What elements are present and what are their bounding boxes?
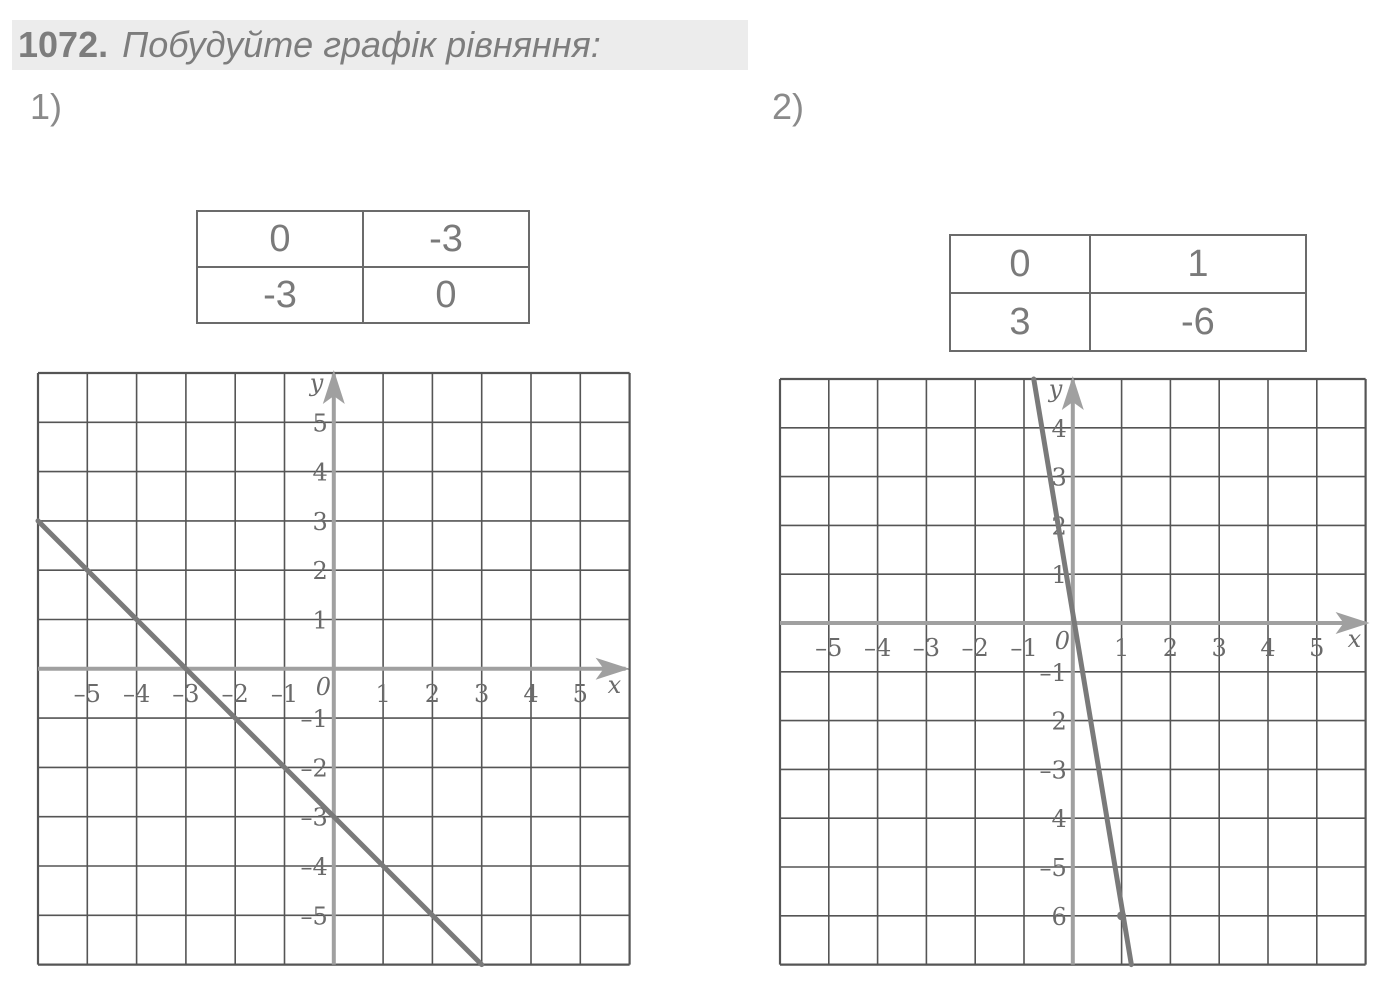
- x-tick-label: 2: [1162, 634, 1179, 662]
- graph-2: [778, 376, 1370, 966]
- x-axis-label: x: [1347, 625, 1362, 653]
- x-tick-label: –4: [863, 634, 892, 662]
- table-1-cell: 0: [363, 267, 529, 323]
- y-tick-label: –5: [1039, 854, 1067, 882]
- y-tick-label: 4: [1051, 805, 1067, 834]
- table-2-cell: 3: [950, 293, 1090, 351]
- table-2-cell: 1: [1090, 235, 1306, 293]
- x-tick-label: 1: [375, 679, 391, 708]
- x-tick-label: 3: [1211, 634, 1227, 662]
- origin-label: 0: [1054, 627, 1071, 655]
- x-tick-label: 4: [523, 679, 539, 708]
- y-tick-label: –3: [300, 803, 328, 832]
- y-tick-label: 2: [1051, 707, 1067, 736]
- x-tick-label: 5: [572, 679, 588, 708]
- x-tick-label: –5: [815, 634, 843, 662]
- y-tick-label: –1: [300, 705, 328, 734]
- x-tick-label: –5: [73, 679, 101, 708]
- values-table-1: [196, 210, 530, 324]
- x-tick-label: –3: [172, 679, 200, 708]
- y-tick-label: 6: [1051, 902, 1067, 931]
- x-axis-label: x: [607, 670, 622, 699]
- y-tick-label: 2: [312, 557, 328, 586]
- table-1-cell: 0: [197, 211, 363, 267]
- table-2-cell: -6: [1090, 293, 1306, 351]
- table-2-cell: 0: [950, 235, 1090, 293]
- y-tick-label: 3: [312, 507, 328, 536]
- y-tick-label: 1: [1051, 561, 1067, 590]
- exercise-number: 1072 .: [18, 24, 108, 66]
- x-tick-label: –1: [1010, 634, 1038, 662]
- x-tick-label: 3: [474, 679, 490, 708]
- problem-2-label: 2): [772, 86, 805, 127]
- table-1-cell: -3: [197, 267, 363, 323]
- x-tick-label: 5: [1309, 634, 1325, 662]
- y-axis-label: y: [309, 369, 324, 397]
- x-tick-label: –3: [912, 634, 941, 662]
- x-tick-label: –2: [221, 679, 249, 708]
- y-axis-label: y: [1048, 375, 1063, 403]
- y-tick-label: –4: [300, 853, 328, 881]
- y-tick-label: 5: [312, 409, 328, 438]
- graph-line: [38, 521, 482, 965]
- y-tick-label: 4: [1051, 414, 1067, 443]
- exercise-text: Побудуйте графік рівняння:: [122, 24, 601, 65]
- x-tick-label: 4: [1260, 634, 1276, 662]
- y-tick-label: 4: [312, 458, 328, 487]
- problem-1-label: 1): [30, 86, 63, 127]
- y-tick-label: 2: [1051, 512, 1067, 541]
- x-tick-label: –2: [961, 634, 989, 662]
- y-tick-label: 3: [1051, 463, 1067, 492]
- x-tick-label: 2: [424, 679, 441, 708]
- y-tick-label: 1: [312, 606, 328, 635]
- y-tick-label: –1: [1039, 658, 1067, 687]
- graph-point: [1117, 911, 1126, 920]
- y-tick-label: –2: [300, 754, 328, 783]
- table-1-cell: -3: [363, 211, 529, 267]
- values-table-2: [949, 234, 1307, 352]
- x-tick-label: 1: [1113, 634, 1130, 662]
- x-tick-label: –1: [270, 679, 299, 708]
- exercise-heading: [12, 20, 748, 70]
- origin-label: 0: [315, 672, 332, 701]
- x-tick-label: –4: [122, 679, 151, 708]
- graph-1: [36, 370, 636, 970]
- y-tick-label: –3: [1039, 756, 1067, 785]
- y-tick-label: –5: [300, 902, 328, 931]
